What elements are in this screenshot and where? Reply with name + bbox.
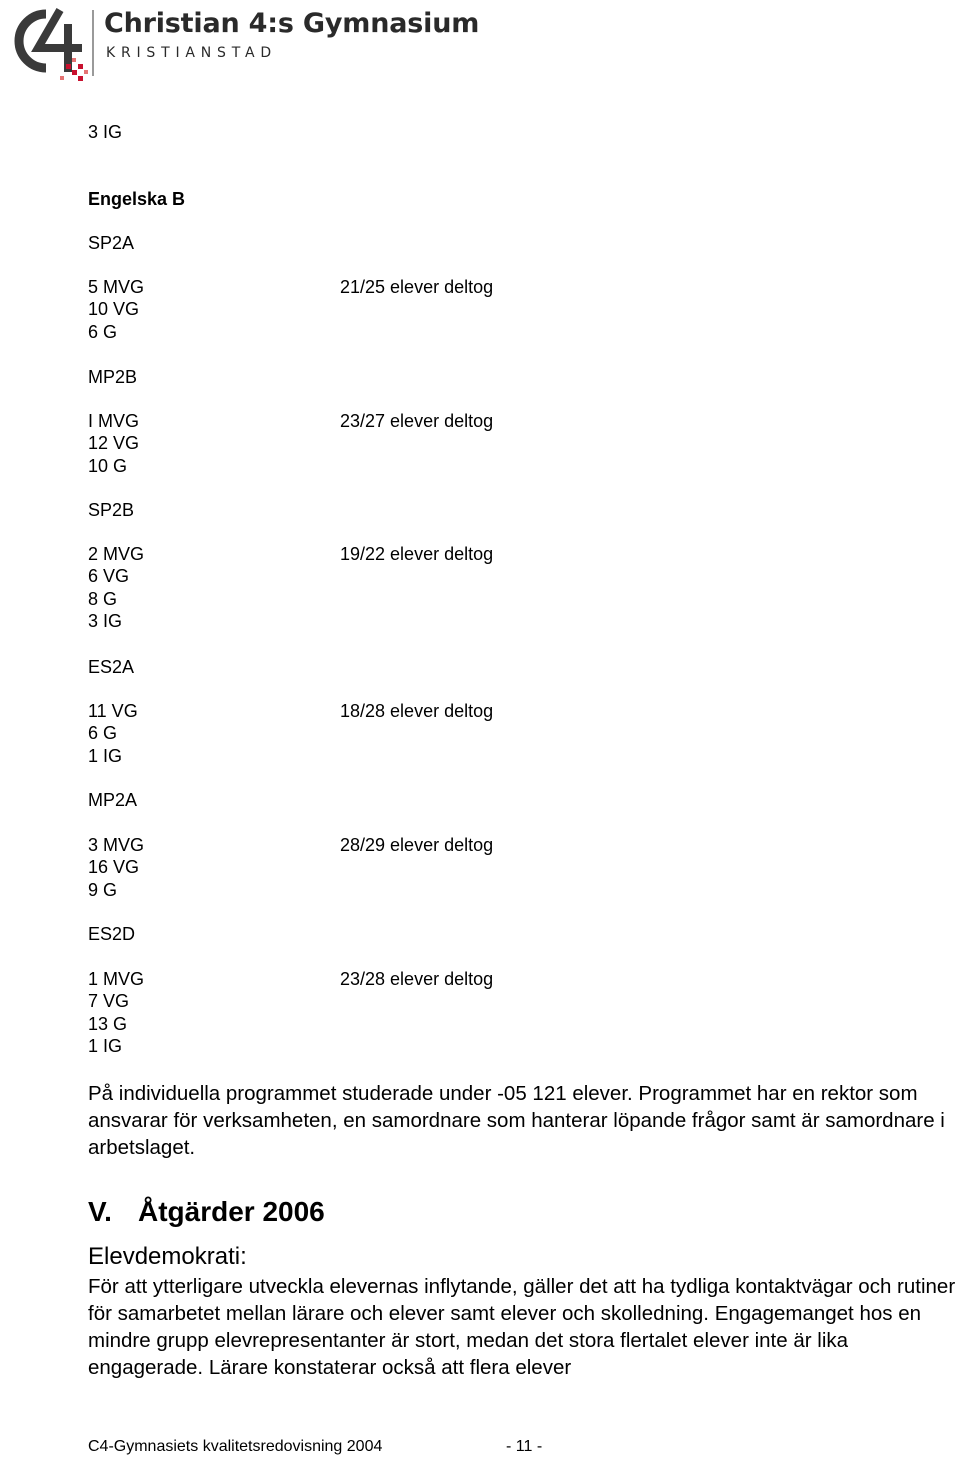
class-name: ES2D bbox=[88, 924, 136, 944]
subject-title: Engelska B bbox=[88, 189, 186, 209]
class-name: MP2B bbox=[88, 367, 138, 387]
grade-list bbox=[88, 700, 138, 767]
grade-item: 16 VG bbox=[88, 857, 140, 878]
grade-item: 1 IG bbox=[88, 1035, 123, 1056]
grade-item: 5 MVG bbox=[88, 277, 145, 297]
school-city: KRISTIANSTAD bbox=[106, 45, 277, 61]
grade-list bbox=[88, 968, 144, 1057]
grade-item: 6 VG bbox=[88, 566, 130, 587]
grade-list bbox=[88, 834, 144, 901]
class-name: MP2A bbox=[88, 790, 138, 810]
participation-text: 28/29 elever deltog bbox=[340, 835, 494, 855]
footer-page-number: - 11 - bbox=[506, 1438, 543, 1455]
grade-list bbox=[88, 543, 144, 632]
grade-item: 11 VG bbox=[88, 701, 138, 721]
democracy-paragraph: För att ytterligare utveckla elevernas inflytande, gäller det att ha tydliga kontaktvägar och rutiner för samarbetet mellan lärare och elever samt elever och skolledning. Engagemanget hos en mindre grupp elevrepresentanter är stort, medan det stora flertalet elever inte är lika engagerade. Lärare konstaterar också att flera elever bbox=[88, 1275, 956, 1379]
grade-item: 1 MVG bbox=[88, 969, 145, 989]
grade-item: 10 G bbox=[88, 455, 128, 476]
class-name: ES2A bbox=[88, 657, 135, 677]
individual-programme-paragraph: På individuella programmet studerade under -05 121 elever. Programmet har en rektor som ansvarar för verksamheten, en samordnare som hanterar löpande frågor samt är samordnare i arbetslaget. bbox=[88, 1082, 945, 1159]
participation-text: 21/25 elever deltog bbox=[340, 277, 494, 297]
grade-list bbox=[88, 276, 144, 343]
grade-item: 2 MVG bbox=[88, 544, 145, 564]
grade-item: I MVG bbox=[88, 411, 140, 431]
grade-item: 1 IG bbox=[88, 745, 123, 766]
grade-item: 10 VG bbox=[88, 299, 140, 320]
class-name: SP2B bbox=[88, 500, 135, 520]
grade-list bbox=[88, 410, 139, 477]
footer-report-title: C4-Gymnasiets kvalitetsredovisning 2004 bbox=[88, 1438, 383, 1455]
grade-item: 12 VG bbox=[88, 433, 140, 454]
participation-text: 23/28 elever deltog bbox=[340, 969, 494, 989]
subsection-heading: Elevdemokrati: bbox=[88, 1243, 247, 1270]
section-title: Åtgärder 2006 bbox=[138, 1196, 325, 1227]
participation-text: 19/22 elever deltog bbox=[340, 544, 494, 564]
class-name: SP2A bbox=[88, 233, 135, 253]
grade-item: 8 G bbox=[88, 588, 118, 609]
grade-item: 9 G bbox=[88, 879, 118, 900]
grade-item: 6 G bbox=[88, 321, 118, 342]
participation-text: 23/27 elever deltog bbox=[340, 411, 494, 431]
grade-item: 7 VG bbox=[88, 991, 130, 1012]
grade-item: 3 MVG bbox=[88, 835, 145, 855]
grade-item: 6 G bbox=[88, 723, 118, 744]
school-name: Christian 4:s Gymnasium bbox=[104, 8, 480, 39]
school-logo bbox=[8, 6, 90, 82]
header-divider bbox=[92, 10, 94, 76]
intro-grade-line: 3 IG bbox=[88, 122, 123, 142]
section-number: V. bbox=[88, 1196, 112, 1227]
grade-item: 3 IG bbox=[88, 610, 123, 631]
grade-item: 13 G bbox=[88, 1013, 128, 1034]
participation-text: 18/28 elever deltog bbox=[340, 701, 494, 721]
section-heading bbox=[88, 1196, 325, 1228]
